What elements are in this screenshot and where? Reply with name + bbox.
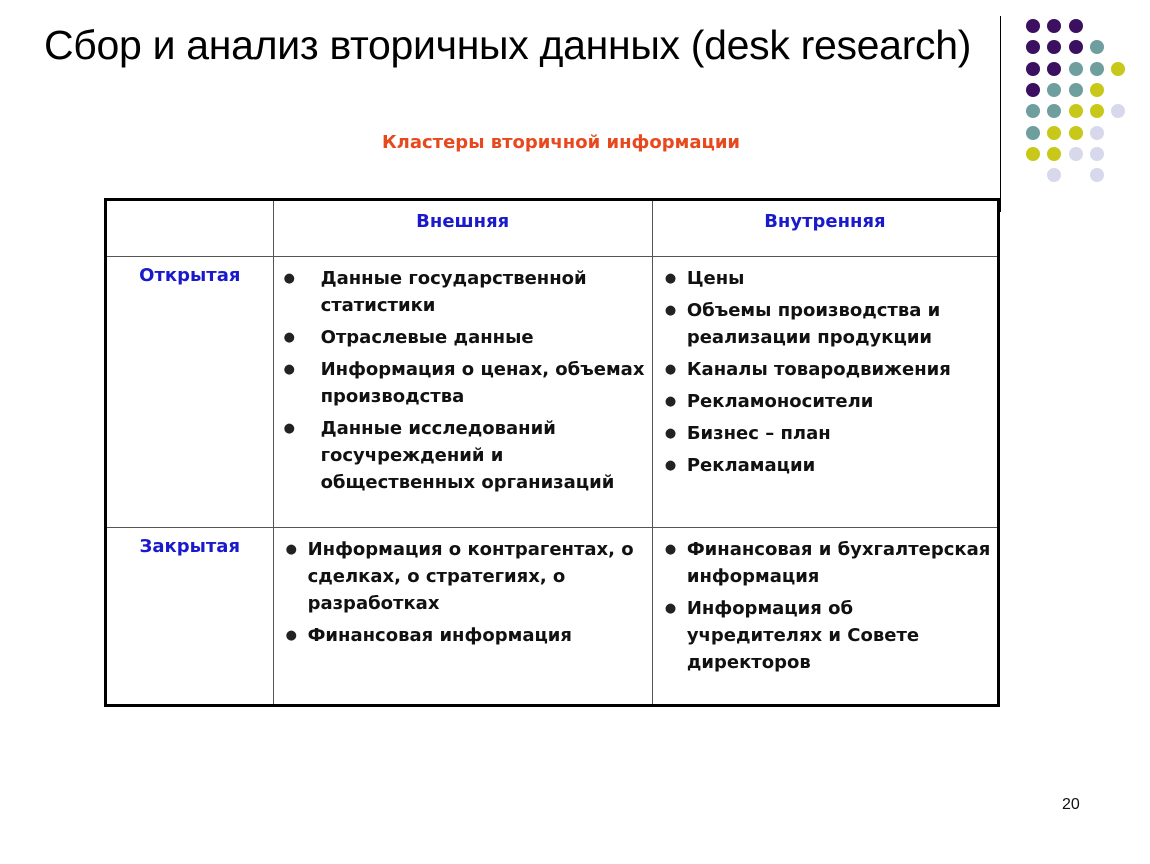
decor-dot-icon: [1090, 168, 1104, 182]
decor-dot-icon: [1047, 104, 1061, 118]
decor-dot-icon: [1090, 40, 1104, 54]
bullet-icon: ●: [285, 542, 297, 557]
cell-open-external: [273, 257, 652, 528]
bullet-icon: ●: [283, 421, 295, 436]
list-closed-external: [274, 528, 652, 658]
decor-dot-icon: [1047, 83, 1061, 97]
table-caption: Кластеры вторичной информации: [381, 132, 741, 153]
table-row-open: [106, 257, 999, 528]
bullet-icon: ●: [664, 458, 677, 473]
list-item: ● Финансовая информация: [284, 622, 646, 649]
table-row-closed: [106, 528, 999, 706]
bullet-icon: ●: [664, 394, 677, 409]
list-item: ● Информация о ценах, объемах производства: [284, 356, 646, 410]
decor-dot-icon: [1069, 40, 1083, 54]
decor-dot-icon: [1026, 19, 1040, 33]
list-item: ● Данные государственной статистики: [284, 265, 646, 319]
bullet-icon: ●: [283, 362, 295, 377]
header-internal: Внутренняя: [652, 200, 998, 257]
page-number: 20: [1062, 796, 1080, 813]
decor-dot-icon: [1111, 104, 1125, 118]
decor-dot-icon: [1090, 62, 1104, 76]
cell-closed-external: [273, 528, 652, 706]
row-label-closed: Закрытая: [106, 528, 274, 706]
list-item: ● Объемы производства и реализации продукции: [663, 297, 991, 351]
bullet-icon: ●: [283, 330, 295, 345]
clusters-table: [104, 198, 1000, 707]
list-open-external: [274, 257, 652, 505]
decor-dot-icon: [1047, 40, 1061, 54]
decor-dot-icon: [1026, 104, 1040, 118]
bullet-icon: ●: [285, 628, 297, 643]
bullet-icon: ●: [664, 271, 677, 286]
decor-dot-icon: [1069, 19, 1083, 33]
cell-closed-internal: [652, 528, 998, 706]
decor-dot-icon: [1047, 168, 1061, 182]
header-external: Внешняя: [273, 200, 652, 257]
bullet-icon: ●: [283, 271, 295, 286]
list-item: ● Отраслевые данные: [284, 324, 646, 351]
table-header-row: [106, 200, 999, 257]
decor-dot-icon: [1026, 40, 1040, 54]
decor-dot-icon: [1026, 83, 1040, 97]
decor-dot-icon: [1069, 62, 1083, 76]
list-item: ● Рекламоносители: [663, 388, 991, 415]
decor-dot-icon: [1047, 62, 1061, 76]
decor-dot-icon: [1111, 62, 1125, 76]
cell-open-internal: [652, 257, 998, 528]
list-item: ● Бизнес – план: [663, 420, 991, 447]
bullet-icon: ●: [664, 362, 677, 377]
bullet-icon: ●: [664, 303, 677, 318]
list-item: ● Рекламации: [663, 452, 991, 479]
bullet-icon: ●: [664, 426, 677, 441]
list-item: ● Информация о контрагентах, о сделках, о стратегиях, о разработках: [284, 536, 646, 617]
slide-title: Сбор и анализ вторичных данных (desk research): [44, 22, 972, 68]
decor-dot-icon: [1069, 83, 1083, 97]
decor-dot-icon: [1026, 62, 1040, 76]
bullet-icon: ●: [664, 542, 677, 557]
list-closed-internal: [653, 528, 997, 685]
title-divider-line: [1000, 16, 1001, 212]
decor-dot-icon: [1069, 104, 1083, 118]
decor-dot-icon: [1047, 19, 1061, 33]
decor-dot-icon: [1090, 83, 1104, 97]
list-item: ● Цены: [663, 265, 991, 292]
bullet-icon: ●: [664, 601, 677, 616]
list-item: ● Данные исследований госучреждений и общественных организаций: [284, 415, 646, 496]
list-item: ● Каналы товародвижения: [663, 356, 991, 383]
row-label-open: Открытая: [106, 257, 274, 528]
decor-dot-icon: [1090, 104, 1104, 118]
list-item: ● Финансовая и бухгалтерская информация: [663, 536, 991, 590]
list-item: ● Информация об учредителях и Совете директоров: [663, 595, 991, 676]
corner-cell: [106, 200, 274, 257]
list-open-internal: [653, 257, 997, 488]
